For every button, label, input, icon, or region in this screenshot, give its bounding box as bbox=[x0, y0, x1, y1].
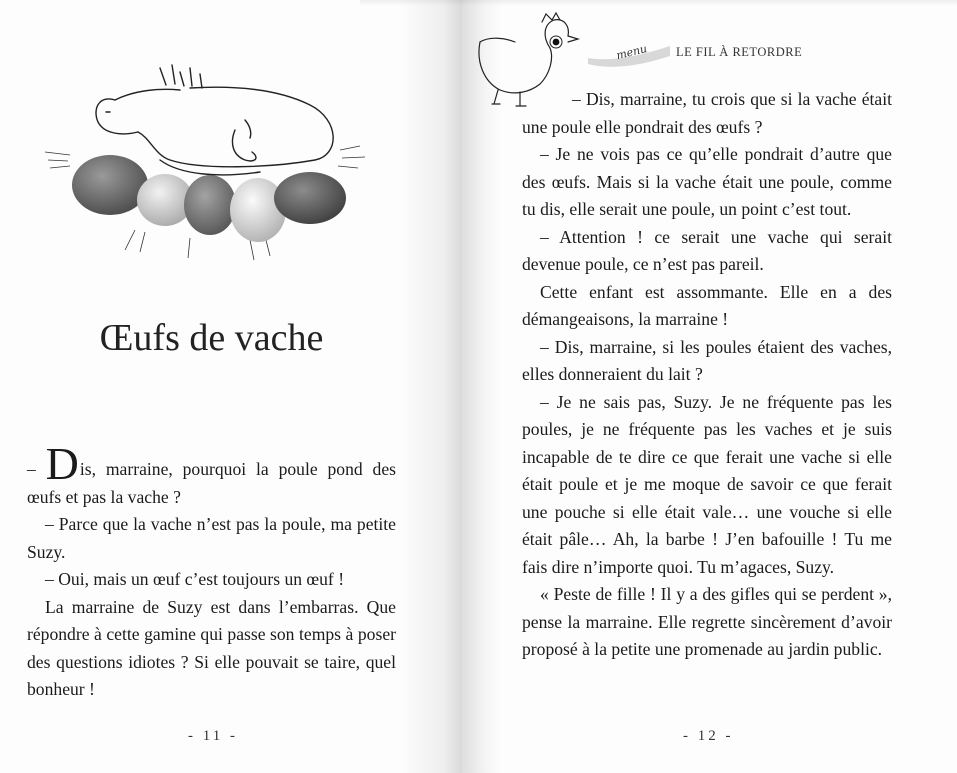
paragraph: « Peste de fille ! Il y a des gifles qui se perdent », pense la marraine. Elle regrette sincèrement d’avoir proposé à la petite une promenade au jardin public. bbox=[522, 584, 892, 659]
cow-on-eggs-illustration bbox=[40, 60, 370, 270]
gutter-shadow-left bbox=[400, 0, 462, 773]
paragraph: Cette enfant est assommante. Elle en a des démangeaisons, la marraine ! bbox=[522, 281, 892, 329]
logo-script-text: menu bbox=[614, 42, 649, 63]
gutter-shadow-right bbox=[462, 0, 502, 773]
page-number-left: - 11 - bbox=[188, 728, 238, 744]
running-head: LE FIL À RETORDRE bbox=[676, 45, 803, 59]
top-edge-shadow bbox=[360, 0, 957, 6]
hen-eye bbox=[553, 39, 560, 46]
page-number-right: - 12 - bbox=[683, 728, 734, 744]
paragraph: – Dis, marraine, si les poules étaient des vaches, elles donneraient du lait ? bbox=[522, 336, 892, 384]
paragraph: – Attention ! ce serait une vache qui serait devenue poule, ce n’est pas pareil. bbox=[522, 226, 892, 274]
dropcap-dash: – bbox=[27, 459, 36, 479]
chapter-title: Œufs de vache bbox=[99, 317, 324, 359]
left-page-text bbox=[27, 438, 396, 704]
egg bbox=[184, 175, 236, 235]
egg bbox=[274, 172, 346, 224]
paragraph: – Oui, mais un œuf c’est toujours un œuf ! bbox=[45, 569, 345, 589]
paragraph: – Je ne vois pas ce qu’elle pondrait d’autre que des œufs. Mais si la vache était une poule, comme tu dis, elle serait une poule, un point c’est tout. bbox=[522, 144, 892, 219]
dropcap-letter: D bbox=[45, 438, 79, 489]
cow-drawing bbox=[96, 65, 333, 175]
paragraph: – Dis, marraine, tu crois que si la vache était une poule elle pondrait des œufs ? bbox=[522, 89, 892, 137]
paragraph: La marraine de Suzy est dans l’embarras. Que répondre à cette gamine qui passe son temps à poser des questions idiotes ? Si elle pouvait se taire, quel bonheur ! bbox=[27, 596, 396, 699]
egg bbox=[72, 155, 148, 215]
paragraph: – Je ne sais pas, Suzy. Je ne fréquente pas les poules, je ne fréquente pas les vaches et je suis incapable de te dire ce que ferait une vache si elle était poule et je me moque de savoir ce que ferait une pouche si elle était vale… une vouche si elle était pâle… Ah, la barbe ! J’en bafouille ! Tu me fais dire n’importe quoi. Tu m’agaces, Suzy. bbox=[522, 391, 892, 577]
right-page-text bbox=[522, 86, 892, 664]
first-paragraph bbox=[27, 438, 396, 511]
first-paragraph-rest: is, marraine, pourquoi la poule pond des œufs et pas la vache ? bbox=[27, 459, 396, 507]
paragraph: – Parce que la vache n’est pas la poule, ma petite Suzy. bbox=[27, 514, 396, 562]
